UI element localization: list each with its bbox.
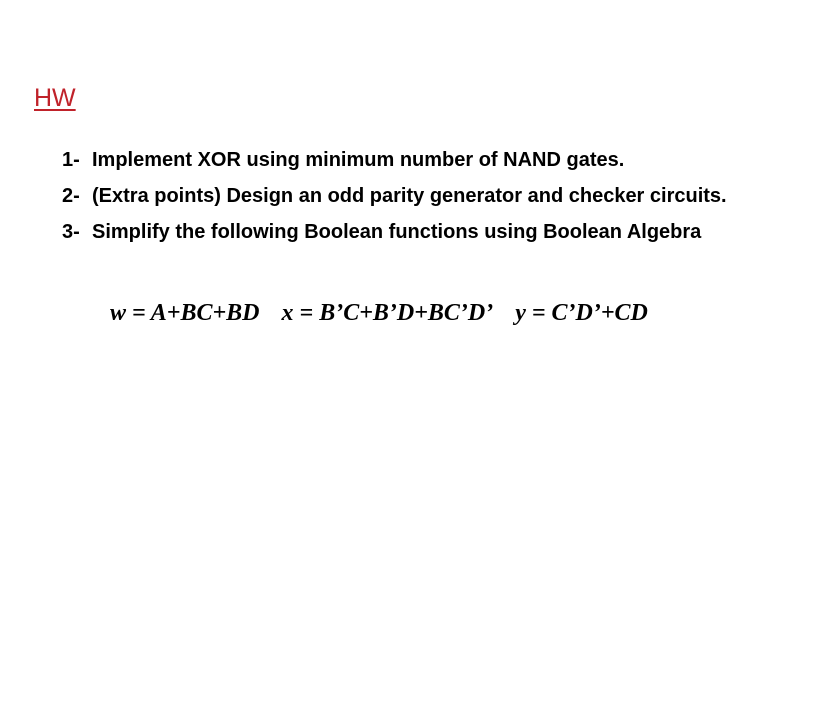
- question-item-3: [62, 214, 802, 250]
- question-number: 2-: [62, 185, 80, 207]
- equation-x: x = B’C+B’D+BC’D’: [281, 300, 494, 326]
- question-text: Simplify the following Boolean functions using Boolean Algebra: [92, 221, 702, 243]
- question-item-2: [62, 178, 802, 214]
- equation-w: w = A+BC+BD: [110, 300, 260, 326]
- equation-y: y = C’D’+CD: [515, 300, 648, 326]
- page-title: HW: [34, 84, 76, 112]
- question-list: [62, 142, 802, 250]
- boolean-equations: [110, 298, 648, 328]
- question-text: (Extra points) Design an odd parity generator and checker circuits.: [92, 185, 727, 207]
- question-item-1: [62, 142, 802, 178]
- question-number: 1-: [62, 149, 80, 171]
- question-number: 3-: [62, 221, 80, 243]
- question-text: Implement XOR using minimum number of NAND gates.: [92, 149, 625, 171]
